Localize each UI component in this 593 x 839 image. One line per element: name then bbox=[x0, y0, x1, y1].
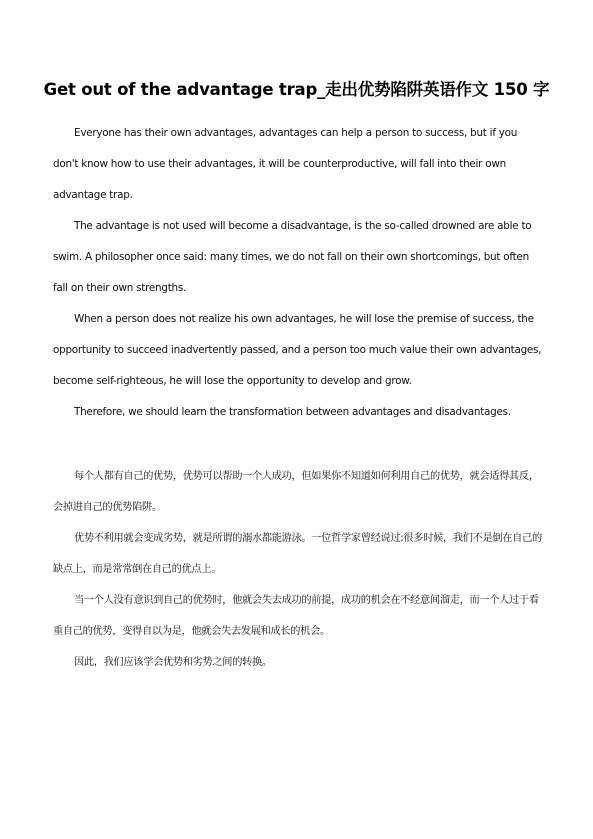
chinese-paragraph-3: 当一个人没有意识到自己的优势时，他就会失去成功的前提，成功的机会在不经意间溜走，而一个人过于看重自己的优势，变得自以为是，他就会失去发展和成长的机会。 bbox=[53, 595, 539, 637]
document-title: Get out of the advantage trap_走出优势陷阱英语作文 150 字 bbox=[43, 80, 550, 99]
english-paragraph-1: Everyone has their own advantages, advantages can help a person to success, but if you don't know how to use their advantages, it will be counterproductive, will fall into their own advantage trap. bbox=[53, 127, 518, 201]
english-essay bbox=[53, 118, 543, 428]
chinese-paragraph-2: 优势不利用就会变成劣势，就是所谓的溺水都能游泳。一位哲学家曾经说过:很多时候，我们不是倒在自己的缺点上，而是常常倒在自己的优点上。 bbox=[53, 533, 542, 575]
english-paragraph-4: Therefore, we should learn the transformation between advantages and disadvantages. bbox=[74, 406, 511, 418]
english-paragraph-2: The advantage is not used will become a disadvantage, is the so-called drowned are able to swim. A philosopher once said: many times, we do not fall on their own shortcomings, but often fall on their own strengths. bbox=[53, 220, 532, 294]
english-paragraph-3: When a person does not realize his own advantages, he will lose the premise of success, the opportunity to succeed inadvertently passed, and a person too much value their own advantages, become self-righteous, he will lose the opportunity to develop and grow. bbox=[53, 313, 542, 387]
chinese-paragraph-1: 每个人都有自己的优势，优势可以帮助一个人成功，但如果你不知道如何利用自己的优势，就会适得其反，会掉进自己的优势陷阱。 bbox=[53, 471, 539, 513]
chinese-essay bbox=[53, 461, 543, 678]
chinese-paragraph-4: 因此，我们应该学会优势和劣势之间的转换。 bbox=[74, 657, 272, 668]
